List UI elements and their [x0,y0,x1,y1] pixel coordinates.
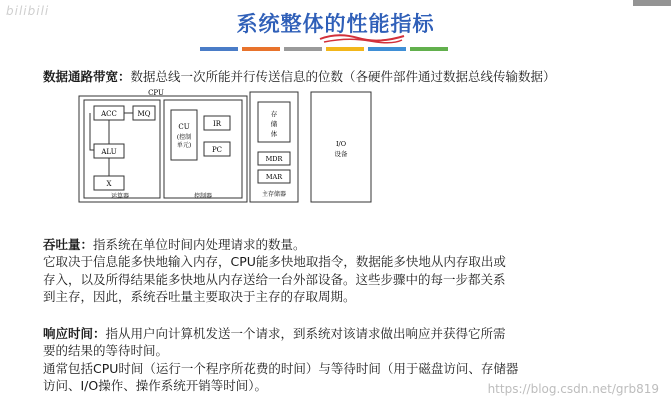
color-bar-4 [326,47,364,51]
diagram-label-alu: ALU [101,148,117,156]
diagram-label-cu: CU [178,123,190,131]
response-text: 指从用户向计算机发送一个请求，到系统对该请求做出响应并获得它所需 [105,326,506,341]
diagram-label-acc: ACC [101,110,117,118]
throughput-line-3: 到主存，因此，系统吞吐量主要取决于主存的存取周期。 [43,289,356,304]
csdn-watermark: https://blog.csdn.net/grb819 [487,382,659,396]
diagram-label-mem-3: 体 [270,130,278,138]
diagram-label-cu-2: (控制 [176,134,192,141]
throughput-heading [43,236,306,253]
color-bar-6 [410,47,448,51]
diagram-label-mdr: MDR [265,155,283,163]
bandwidth-paragraph [43,68,556,85]
response-line-3: 访问、I/O操作、操作系统开销等时间）。 [43,378,267,393]
bilibili-logo: bilibili [6,4,50,18]
diagram-label-io: I/O [335,140,347,148]
color-bar-3 [284,47,322,51]
throughput-label: 吞吐量： [43,237,94,252]
diagram-label-mar: MAR [265,173,283,181]
title-underline-scribble [318,30,408,44]
color-bar-5 [368,47,406,51]
diagram-label-mem-2: 储 [270,120,278,128]
diagram-label-mem-group: 主存储器 [261,191,287,198]
bandwidth-text: 数据总线一次所能并行传送信息的位数（各硬件部件通过数据总线传输数据） [130,69,556,84]
diagram-label-pc: PC [211,146,223,154]
throughput-line-2: 存入，以及所得结果能多快地从内存送给一台外部设备。这些步骤中的每一步都关系 [43,272,506,287]
diagram-label-ir: IR [212,120,222,128]
diagram-label-ctrl-group: 控制器 [193,193,213,200]
diagram-label-x: X [106,180,112,188]
throughput-text: 指系统在单位时间内处理请求的数量。 [93,237,306,252]
bandwidth-label: 数据通路带宽： [43,69,131,84]
diagram-label-cu-3: 单元) [176,142,192,149]
diagram-label-cpu: CPU [148,89,164,97]
response-label: 响应时间： [43,326,106,341]
diagram-label-io-2: 设备 [334,150,348,158]
diagram-label-mem-1: 存 [270,110,278,118]
diagram-label-alu-group: 运算器 [110,193,130,200]
color-bar-1 [200,47,238,51]
diagram-label-mq: MQ [137,110,151,118]
throughput-line-1: 它取决于信息能多快地输入内存，CPU能多快地取指令，数据能多快地从内存取出或 [43,254,506,269]
hardware-diagram [78,88,380,206]
top-right-fragment [633,0,671,6]
page-title: 系统整体的性能指标 [236,12,435,36]
color-bar-2 [242,47,280,51]
response-line-1: 要的结果的等待时间。 [43,343,169,358]
response-heading [43,325,506,342]
response-line-2: 通常包括CPU时间（运行一个程序所花费的时间）与等待时间（用于磁盘访问、存储器 [43,361,519,376]
